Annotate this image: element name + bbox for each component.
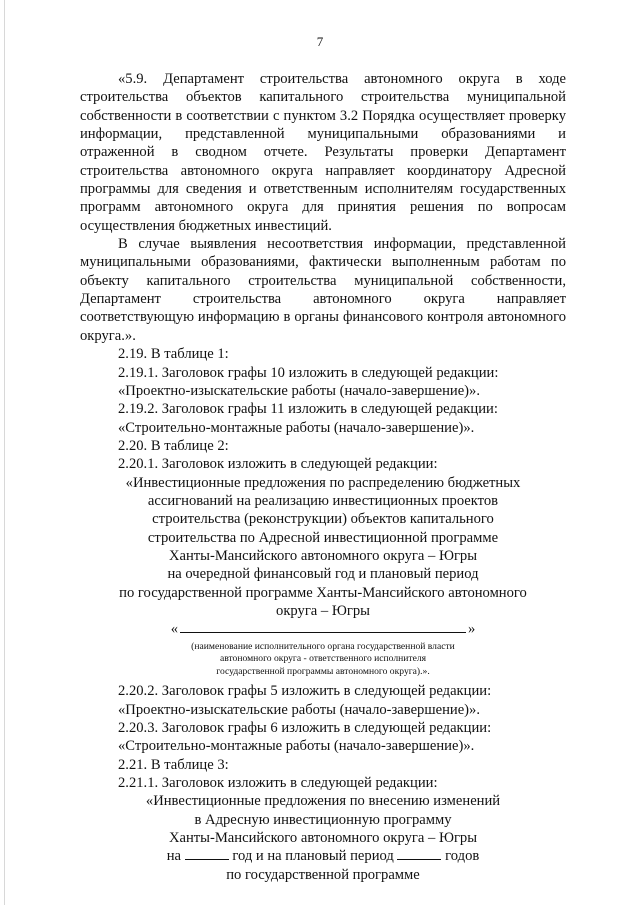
table2-title-line: строительства (реконструкции) объектов капитального	[152, 511, 494, 528]
item-2-19-1-quote: «Проектно-изыскательские работы (начало-завершение)».	[118, 382, 480, 399]
blank-caption	[80, 641, 566, 679]
years-blank	[397, 847, 441, 860]
item-2-20-2-quote: «Проектно-изыскательские работы (начало-завершение)».	[118, 701, 480, 718]
table2-title-line: по государственной программе Ханты-Мансийского автономного	[119, 584, 527, 601]
table3-title-line: Ханты-Мансийского автономного округа – Югры	[168, 829, 478, 846]
open-quote: «	[170, 621, 178, 638]
item-2-20-1: 2.20.1. Заголовок изложить в следующей редакции:	[118, 456, 438, 473]
caption-line: государственной программы автономного округа).».	[216, 665, 430, 677]
item-2-20-3-quote: «Строительно-монтажные работы (начало-завершение)».	[118, 738, 475, 755]
table2-title-line: округа – Югры	[276, 602, 370, 619]
blank-name-field	[80, 620, 566, 638]
table2-title-line: на очередной финансовый год и плановый период	[167, 566, 479, 583]
close-quote: »	[468, 621, 476, 638]
scan-edge	[4, 0, 5, 905]
table3-title-line: в Адресную инвестиционную программу	[194, 811, 452, 828]
blank-underline	[180, 620, 466, 633]
item-2-20-3: 2.20.3. Заголовок графы 6 изложить в следующей редакции:	[118, 719, 492, 736]
year-blank	[185, 847, 229, 860]
table3-title-line: «Инвестиционные предложения по внесению изменений	[145, 793, 501, 810]
table3-title	[80, 792, 566, 884]
item-2-19-1: 2.19.1. Заголовок графы 10 изложить в следующей редакции:	[118, 364, 499, 381]
table3-title-line: по государственной программе	[226, 866, 420, 883]
item-2-20-2: 2.20.2. Заголовок графы 5 изложить в следующей редакции:	[118, 683, 492, 700]
paragraph-5-9: «5.9. Департамент строительства автономного округа в ходе строительства объектов капитального строительства муниципальной собственности в соответствии с пунктом 3.2 Порядка осуществляет проверку информации, представленной муниципальными образованиями и отраженной в сводном отчете. Результаты проверки Департамент строительства автономного округа направляет координатору Адресной программы для сведения и ответственным исполнителям государственных программ автономного округа для принятия решения по вопросам осуществления бюджетных инвестиций.	[80, 71, 566, 234]
item-2-19: 2.19. В таблице 1:	[118, 346, 229, 363]
item-2-21: 2.21. В таблице 3:	[118, 756, 229, 773]
table3-title-period-line: на год и на плановый период годов	[166, 848, 480, 865]
table2-title	[80, 474, 566, 621]
item-2-21-1: 2.21.1. Заголовок изложить в следующей редакции:	[118, 774, 438, 791]
paragraph-discrepancy: В случае выявления несоответствия информации, представленной муниципальными образованиями, фактически выполненным работам по объекту капитального строительства муниципальной собственности, Департамент строительства автономного округа направляет соответствующую информацию в органы финансового контроля автономного округа.».	[80, 236, 566, 344]
table2-title-line: ассигнований на реализацию инвестиционных проектов	[147, 492, 499, 509]
table2-title-line: строительства по Адресной инвестиционной программе	[147, 529, 499, 546]
table2-title-line: «Инвестиционные предложения по распределению бюджетных	[125, 474, 521, 491]
caption-line: (наименование исполнительного органа государственной власти	[191, 640, 455, 652]
caption-line: автономного округа - ответственного исполнителя	[219, 653, 427, 665]
document-body	[80, 70, 566, 884]
item-2-19-2-quote: «Строительно-монтажные работы (начало-завершение)».	[118, 419, 475, 436]
item-2-19-2: 2.19.2. Заголовок графы 11 изложить в следующей редакции:	[118, 401, 498, 418]
page-number: 7	[316, 34, 324, 49]
table2-title-line: Ханты-Мансийского автономного округа – Югры	[168, 547, 478, 564]
item-2-20: 2.20. В таблице 2:	[118, 437, 229, 454]
